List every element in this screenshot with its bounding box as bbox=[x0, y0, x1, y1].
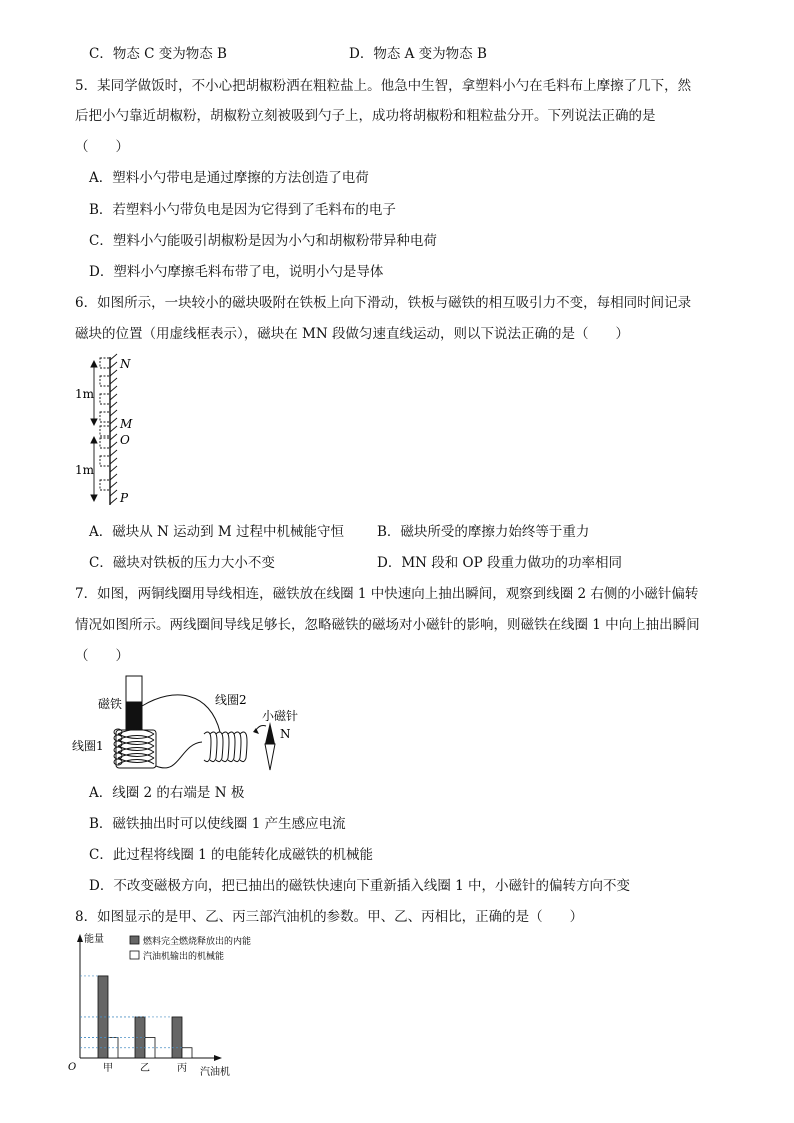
legend-label-mechanical-energy: 汽油机输出的机械能 bbox=[143, 952, 225, 962]
legend-swatch-mechanical-energy bbox=[130, 951, 139, 959]
q8-xlabel: 汽油机 bbox=[200, 1067, 230, 1078]
q4-option-c: C．物态 C 变为物态 B bbox=[89, 46, 227, 62]
q7-label-coil2: 线圈2 bbox=[215, 693, 247, 707]
q5-option-b: B．若塑料小勺带负电是因为它得到了毛料布的电子 bbox=[89, 202, 396, 218]
q6-point-o: O bbox=[120, 433, 130, 447]
bar-mechanical-energy-2 bbox=[182, 1048, 192, 1058]
x-tick-label-1: 乙 bbox=[140, 1063, 150, 1074]
q6-stem-line2: 磁块的位置（用虚线框表示），磁块在 MN 段做匀速直线运动，则以下说法正确的是（ ） bbox=[75, 326, 629, 342]
q6-dist-label-lower: 1m bbox=[75, 463, 95, 477]
q7-option-b: B．磁铁抽出时可以使线圈 1 产生感应电流 bbox=[89, 816, 346, 832]
legend-label-internal-energy: 燃料完全燃烧释放出的内能 bbox=[143, 937, 252, 947]
q7-option-a: A．线圈 2 的右端是 N 极 bbox=[89, 785, 245, 801]
x-tick-label-2: 丙 bbox=[177, 1063, 187, 1074]
q5-stem-line2: 后把小勺靠近胡椒粉，胡椒粉立刻被吸到勺子上，成功将胡椒粉和粗粒盐分开。下列说法正确的是 bbox=[75, 108, 656, 124]
q7-label-needle: 小磁针 bbox=[262, 709, 299, 723]
q7-answer-paren: （ ） bbox=[75, 648, 129, 664]
q6-option-a: A．磁块从 N 运动到 M 过程中机械能守恒 bbox=[89, 524, 345, 540]
q5-stem-line1: 5．某同学做饭时，不小心把胡椒粉洒在粗粒盐上。他急中生智，拿塑料小勺在毛料布上摩擦了几下，然 bbox=[75, 78, 692, 94]
legend-swatch-internal-energy bbox=[130, 936, 139, 944]
q6-stem-line1: 6．如图所示，一块较小的磁块吸附在铁板上向下滑动，铁板与磁铁的相互吸引力不变，每相同时间记录 bbox=[75, 295, 692, 311]
x-tick-label-0: 甲 bbox=[103, 1063, 113, 1074]
q6-point-p: P bbox=[120, 491, 129, 505]
bar-internal-energy-2 bbox=[172, 1017, 182, 1058]
q6-dist-label-upper: 1m bbox=[75, 387, 95, 401]
bar-internal-energy-0 bbox=[98, 976, 108, 1058]
q5-option-a: A．塑料小勺带电是通过摩擦的方法创造了电荷 bbox=[89, 170, 369, 186]
q6-option-d: D．MN 段和 OP 段重力做功的功率相同 bbox=[377, 555, 622, 571]
q5-answer-paren: （ ） bbox=[75, 139, 129, 155]
q6-point-m: M bbox=[120, 417, 133, 431]
q7-option-d: D．不改变磁极方向，把已抽出的磁铁快速向下重新插入线圈 1 中，小磁针的偏转方向不变 bbox=[89, 878, 630, 894]
q7-label-n: N bbox=[280, 727, 291, 741]
q7-stem-line1: 7．如图，两铜线圈用导线相连，磁铁放在线圈 1 中快速向上抽出瞬间，观察到线圈 2 右侧的小磁针偏转 bbox=[75, 586, 699, 602]
q8-bar-chart bbox=[68, 930, 268, 1080]
q8-origin: O bbox=[68, 1062, 77, 1073]
q6-option-c: C．磁块对铁板的压力大小不变 bbox=[89, 555, 275, 571]
q6-option-b: B．磁块所受的摩擦力始终等于重力 bbox=[377, 524, 590, 540]
q5-option-d: D．塑料小勺摩擦毛料布带了电，说明小勺是导体 bbox=[89, 264, 384, 280]
q7-label-magnet: 磁铁 bbox=[98, 697, 123, 711]
q5-option-c: C．塑料小勺能吸引胡椒粉是因为小勺和胡椒粉带异种电荷 bbox=[89, 233, 437, 249]
q7-label-coil1: 线圈1 bbox=[72, 739, 104, 753]
q8-ylabel: 能量 bbox=[84, 934, 104, 945]
q6-figure-magnet-on-iron-plate bbox=[70, 352, 160, 512]
q7-option-c: C．此过程将线圈 1 的电能转化成磁铁的机械能 bbox=[89, 847, 374, 863]
q4-option-d: D．物态 A 变为物态 B bbox=[349, 46, 487, 62]
q6-point-n: N bbox=[120, 357, 131, 371]
q7-figure-coils-and-needle bbox=[70, 672, 320, 782]
q7-stem-line2: 情况如图所示。两线圈间导线足够长，忽略磁铁的磁场对小磁针的影响，则磁铁在线圈 1 中向上抽出瞬间 bbox=[75, 617, 700, 633]
q8-stem: 8．如图显示的是甲、乙、丙三部汽油机的参数。甲、乙、丙相比，正确的是（ ） bbox=[75, 909, 584, 925]
